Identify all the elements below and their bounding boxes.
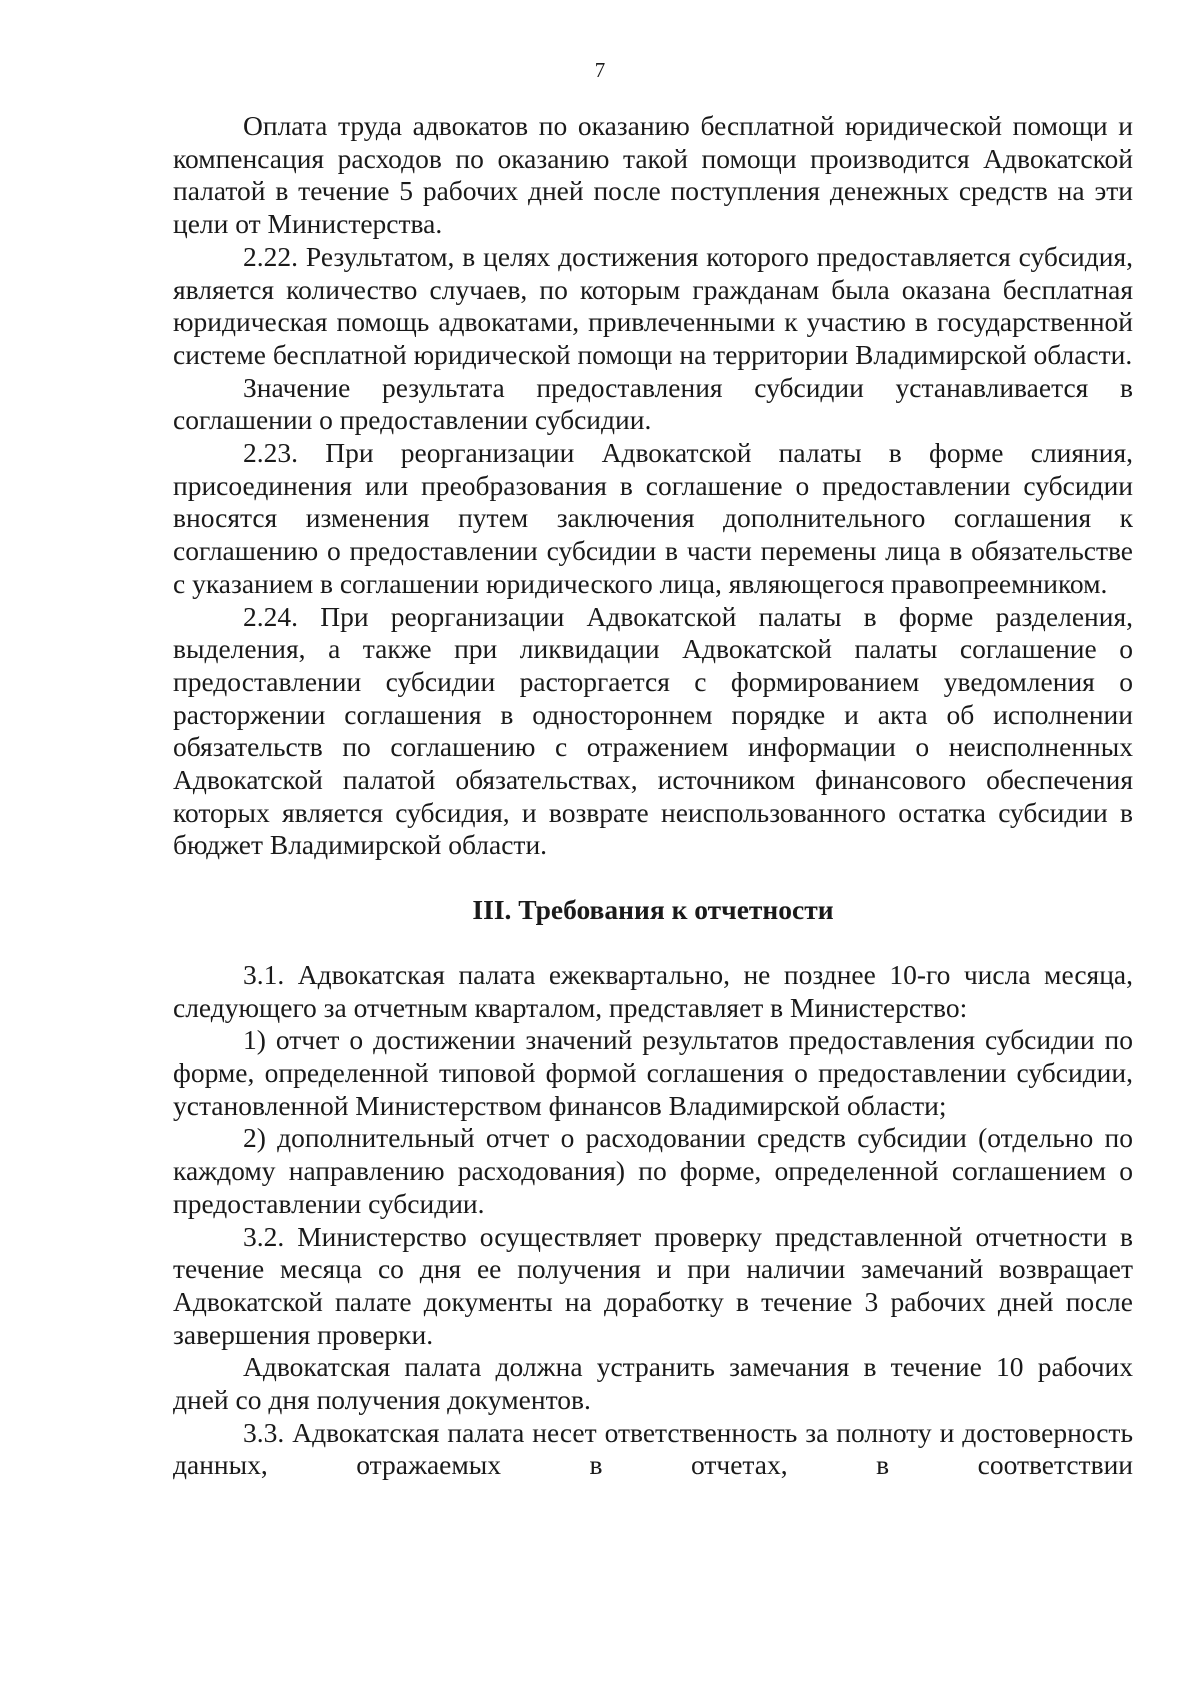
paragraph-remarks: Адвокатская палата должна устранить замечания в течение 10 рабочих дней со дня получения документов. [173, 1351, 1133, 1416]
paragraph-2-24: 2.24. При реорганизации Адвокатской палаты в форме разделения, выделения, а также при ликвидации Адвокатской палаты соглашение о предоставлении субсидии расторгается с формированием уведомления о расторжении соглашения в одностороннем порядке и акта об исполнении обязательств по соглашению с отражением информации о неисполненных Адвокатской палатой обязательствах, источником финансового обеспечения которых является субсидия, и возврате неиспользованного остатка субсидии в бюджет Владимирской области. [173, 600, 1133, 861]
paragraph-3-3: 3.3. Адвокатская палата несет ответственность за полноту и достоверность данных, отражаемых в отчетах, в соответствии [173, 1416, 1133, 1481]
paragraph-2-22: 2.22. Результатом, в целях достижения которого предоставляется субсидия, является количество случаев, по которым гражданам была оказана бесплатная юридическая помощь адвокатами, привлеченными к участию в государственной системе бесплатной юридической помощи на территории Владимирской области. [173, 240, 1133, 370]
paragraph-3-2: 3.2. Министерство осуществляет проверку представленной отчетности в течение месяца со дня ее получения и при наличии замечаний возвращает Адвокатской палате документы на доработку в течение 3 рабочих дней после завершения проверки. [173, 1220, 1133, 1350]
paragraph-3-1: 3.1. Адвокатская палата ежеквартально, не позднее 10-го числа месяца, следующего за отчетным кварталом, представляет в Министерство: [173, 958, 1133, 1023]
section-heading: III. Требования к отчетности [472, 894, 834, 926]
paragraph-result-value: Значение результата предоставления субсидии устанавливается в соглашении о предоставлении субсидии. [173, 371, 1133, 436]
paragraph-2-23: 2.23. При реорганизации Адвокатской палаты в форме слияния, присоединения или преобразования в соглашение о предоставлении субсидии вносятся изменения путем заключения дополнительного соглашения к соглашению о предоставлении субсидии в части перемены лица в обязательстве с указанием в соглашении юридического лица, являющегося правопреемником. [173, 437, 1133, 599]
page-number: 7 [594, 58, 606, 82]
paragraph-payment: Оплата труда адвокатов по оказанию бесплатной юридической помощи и компенсация расходов по оказанию такой помощи производится Адвокатской палатой в течение 5 рабочих дней после поступления денежных средств на эти цели от Министерства. [173, 110, 1133, 240]
paragraph-3-1-item-1: 1) отчет о достижении значений результатов предоставления субсидии по форме, определенной типовой формой соглашения о предоставлении субсидии, установленной Министерством финансов Владимирской области; [173, 1024, 1133, 1121]
paragraph-3-1-item-2: 2) дополнительный отчет о расходовании средств субсидии (отдельно по каждому направлению расходования) по форме, определенной соглашением о предоставлении субсидии. [173, 1122, 1133, 1219]
document-body [173, 110, 1133, 1482]
